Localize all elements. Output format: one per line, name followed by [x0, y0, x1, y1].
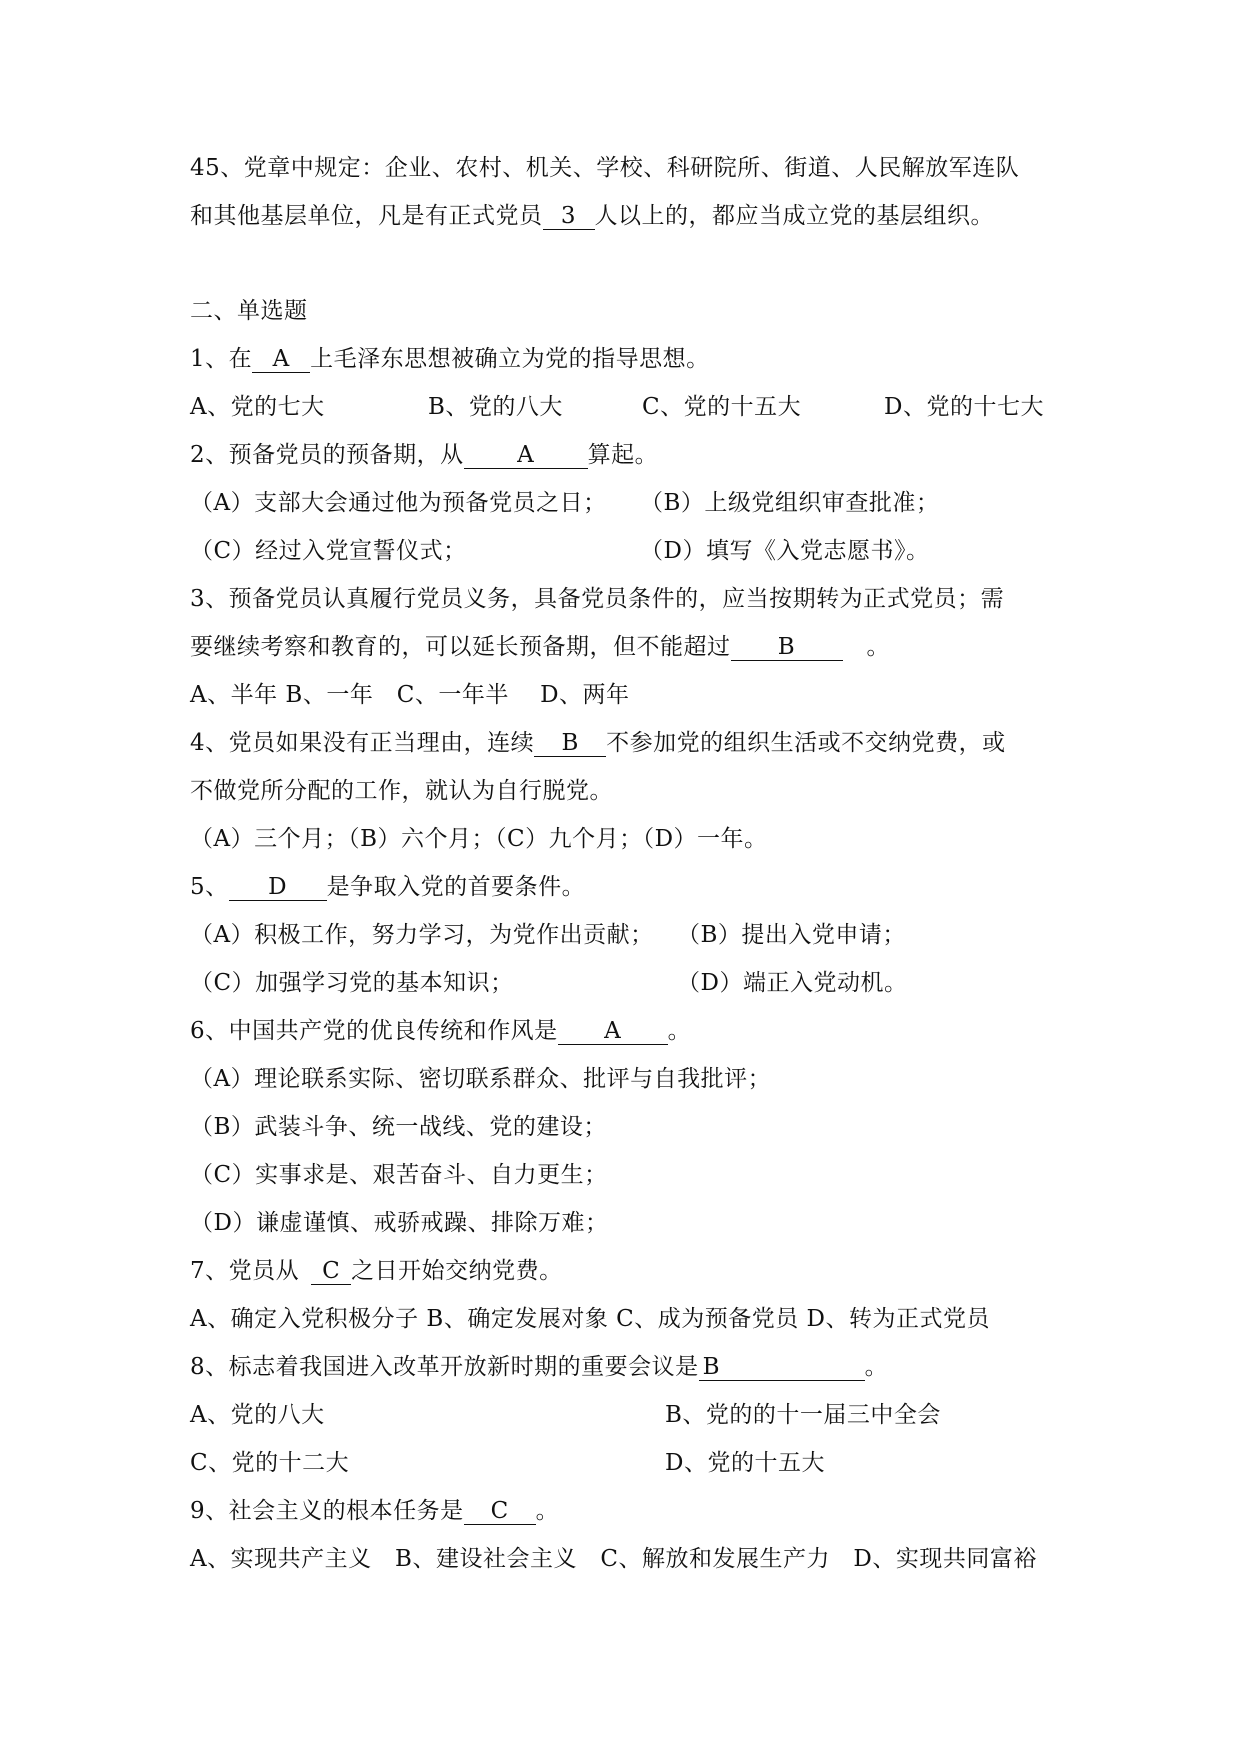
q2-text-after: 算起。: [587, 442, 659, 468]
q3-text-after: 。: [866, 634, 890, 660]
section-title-text: 二、单选题: [190, 298, 308, 324]
q5-option-d: （D）端正入党动机。: [677, 970, 908, 996]
q4-stem-2: [190, 776, 1070, 806]
q45-text-1: 45、党章中规定：企业、农村、机关、学校、科研院所、街道、人民解放军连队: [190, 155, 1020, 181]
q3-stem-1: [190, 584, 1070, 614]
q2-text-before: 2、预备党员的预备期，从: [190, 442, 464, 468]
q6-option-b-text: （B）武装斗争、统一战线、党的建设；: [190, 1114, 607, 1140]
q1-stem: [190, 344, 1070, 374]
q7-text-before: 7、党员从: [190, 1258, 300, 1284]
q5-option-c: （C）加强学习党的基本知识；: [190, 970, 514, 996]
q9-stem: [190, 1496, 1070, 1526]
q2-options-row-2: [190, 536, 1070, 566]
q9-text-after: 。: [535, 1498, 560, 1524]
q6-stem: [190, 1016, 1070, 1046]
q1-option-c: C、党的十五大: [642, 394, 802, 420]
q45-text-2: 和其他基层单位，凡是有正式党员: [190, 203, 543, 229]
q45-line-1: [190, 153, 1070, 183]
q1-option-d: D、党的十七大: [884, 394, 1044, 420]
q7-answer-blank: C: [311, 1258, 351, 1285]
q4-text-before: 4、党员如果没有正当理由，连续: [190, 730, 535, 756]
q4-text-after: 不参加党的组织生活或不交纳党费，或: [606, 730, 1006, 756]
q6-option-c-text: （C）实事求是、艰苦奋斗、自力更生；: [190, 1162, 608, 1188]
q2-option-a: （A）支部大会通过他为预备党员之日；: [190, 490, 607, 516]
q1-answer-blank: A: [252, 346, 310, 373]
q6-option-a-text: （A）理论联系实际、密切联系群众、批评与自我批评；: [190, 1066, 772, 1092]
q6-text-after: 。: [667, 1018, 692, 1044]
q4-answer-blank: B: [534, 730, 606, 757]
q6-answer-blank: A: [558, 1018, 668, 1045]
q3-text-1: 3、预备党员认真履行党员义务，具备党员条件的，应当按期转为正式党员；需: [190, 586, 1005, 612]
q4-options-text: （A）三个月；（B）六个月；（C）九个月；（D）一年。: [190, 826, 768, 852]
q8-stem: [190, 1352, 1070, 1382]
q6-option-a: [190, 1064, 1070, 1094]
q45-answer-blank: 3: [543, 203, 595, 230]
q1-option-a: A、党的七大: [190, 394, 325, 420]
q45-text-3: 人以上的，都应当成立党的基层组织。: [594, 203, 994, 229]
q8-option-d: D、党的十五大: [665, 1450, 825, 1476]
q9-text-before: 9、社会主义的根本任务是: [190, 1498, 464, 1524]
q6-option-d: [190, 1208, 1070, 1238]
q4-stem-1: [190, 728, 1070, 758]
q4-text-2: 不做党所分配的工作，就认为自行脱党。: [190, 778, 613, 804]
q9-options: [190, 1544, 1070, 1574]
q8-text-after: 。: [864, 1354, 889, 1380]
q6-option-c: [190, 1160, 1070, 1190]
q4-options: [190, 824, 1070, 854]
q8-option-b: B、党的的十一届三中全会: [665, 1402, 941, 1428]
q8-option-a: A、党的八大: [190, 1402, 325, 1428]
q8-text-before: 8、标志着我国进入改革开放新时期的重要会议是: [190, 1354, 699, 1380]
q6-text-before: 6、中国共产党的优良传统和作风是: [190, 1018, 558, 1044]
q5-text-after: 是争取入党的首要条件。: [326, 874, 586, 900]
q7-options: [190, 1304, 1070, 1334]
q5-option-a: （A）积极工作，努力学习，为党作出贡献；: [190, 922, 654, 948]
q8-options-row-2: [190, 1448, 1070, 1478]
q5-options-row-2: [190, 968, 1070, 998]
q1-option-b: B、党的八大: [428, 394, 563, 420]
q3-options-text: A、半年 B、一年 C、一年半 D、两年: [190, 682, 630, 708]
q8-options-row-1: [190, 1400, 1070, 1430]
q2-option-b: （B）上级党组织审查批准；: [640, 490, 940, 516]
q3-options: [190, 680, 1070, 710]
q3-text-before: 要继续考察和教育的，可以延长预备期，但不能超过: [190, 634, 731, 660]
q5-options-row-1: [190, 920, 1070, 950]
q9-options-text: A、实现共产主义 B、建设社会主义 C、解放和发展生产力 D、实现共同富裕: [190, 1546, 1037, 1572]
q7-stem: [190, 1256, 1070, 1286]
q3-answer-blank: B: [731, 634, 843, 661]
q5-stem: [190, 872, 1070, 902]
q45-line-2: [190, 201, 1070, 231]
q7-text-after: 之日开始交纳党费。: [351, 1258, 563, 1284]
q1-text-before: 1、在: [190, 346, 253, 372]
q3-stem-2: [190, 632, 1070, 662]
q5-answer-blank: D: [229, 874, 327, 901]
q1-text-after: 上毛泽东思想被确立为党的指导思想。: [310, 346, 710, 372]
q6-option-b: [190, 1112, 1070, 1142]
section-title: [190, 296, 1070, 326]
q6-option-d-text: （D）谦虚谨慎、戒骄戒躁、排除万难；: [190, 1210, 609, 1236]
q5-text-before: 5、: [190, 874, 229, 900]
q2-option-d: （D）填写《入党志愿书》。: [640, 538, 930, 564]
q2-answer-blank: A: [464, 442, 588, 469]
q7-options-text: A、确定入党积极分子 B、确定发展对象 C、成为预备党员 D、转为正式党员: [190, 1306, 990, 1332]
q5-option-b: （B）提出入党申请；: [677, 922, 906, 948]
q8-option-c: C、党的十二大: [190, 1450, 350, 1476]
q2-stem: [190, 440, 1070, 470]
q9-answer-blank: C: [464, 1498, 536, 1525]
q1-options: [190, 392, 1070, 422]
q2-options-row-1: [190, 488, 1070, 518]
q8-answer-blank: B: [699, 1354, 865, 1381]
q2-option-c: （C）经过入党宣誓仪式；: [190, 538, 467, 564]
